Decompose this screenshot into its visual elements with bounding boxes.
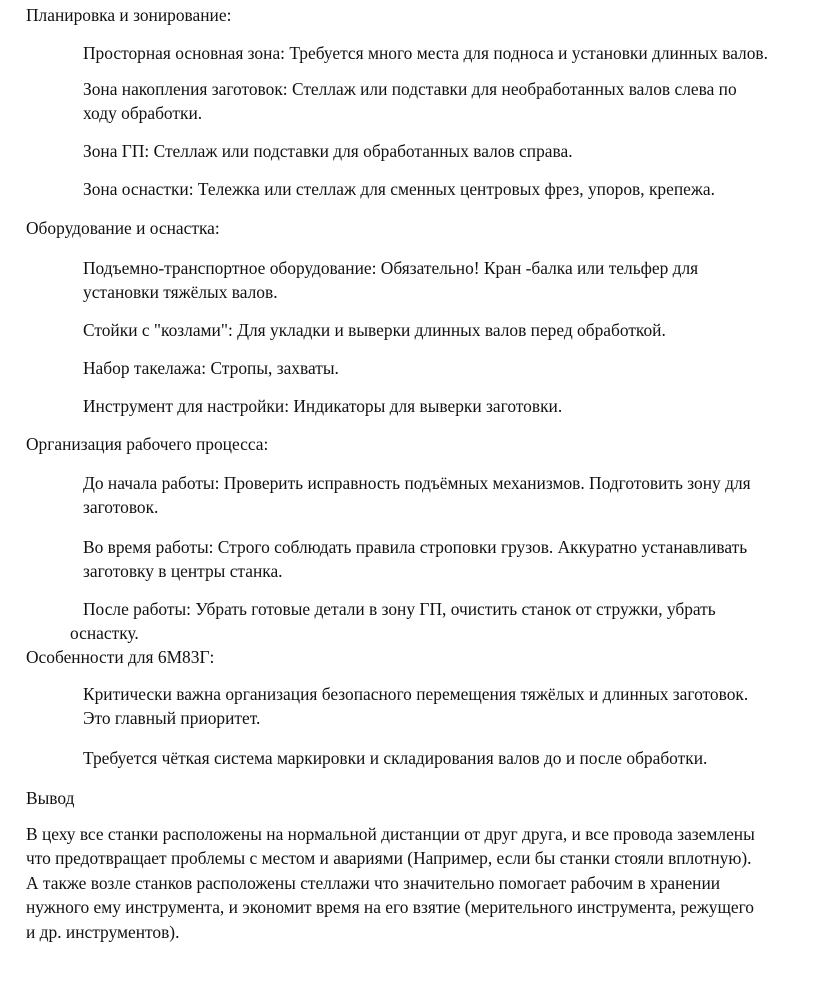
- item-line: установки тяжёлых валов.: [83, 282, 278, 302]
- list-item: [83, 471, 808, 519]
- paragraph-line: и др. инструментов).: [26, 921, 180, 942]
- item-line: Зона накопления заготовок: Стеллаж или подставки для необработанных валов слева по: [83, 79, 737, 99]
- list-item: [83, 41, 808, 65]
- item-line: Требуется чёткая система маркировки и складирования валов до и после обработки.: [83, 748, 708, 768]
- item-line: ходу обработки.: [83, 103, 203, 123]
- item-line: Просторная основная зона: Требуется много места для подноса и установки длинных валов.: [83, 43, 768, 63]
- paragraph-line: нужного ему инструмента, и экономит время на его взятие (мерительного инструмента, режущего: [26, 897, 754, 918]
- list-item: [70, 597, 808, 645]
- list-item: [83, 746, 808, 770]
- list-item: [83, 139, 808, 163]
- list-item: [83, 394, 808, 418]
- section-heading-specifics: Особенности для 6М83Г:: [26, 647, 215, 667]
- list-item: [83, 682, 808, 730]
- item-line: Критически важна организация безопасного перемещения тяжёлых и длинных заготовок.: [83, 684, 749, 704]
- item-line: Это главный приоритет.: [83, 708, 261, 728]
- paragraph-line: В цеху все станки расположены на нормальной дистанции от друг друга, и все провода заземлены: [26, 824, 755, 844]
- item-line: заготовку в центры станка.: [83, 561, 283, 581]
- item-line: Во время работы: Строго соблюдать правила строповки грузов. Аккуратно устанавливать: [83, 537, 748, 557]
- list-item: [83, 256, 808, 304]
- list-item: [83, 77, 808, 125]
- item-line: Набор такелажа: Стропы, захваты.: [83, 358, 339, 378]
- item-line: заготовок.: [83, 497, 159, 517]
- item-line: Зона оснастки: Тележка или стеллаж для сменных центровых фрез, упоров, крепежа.: [83, 179, 715, 199]
- list-item: [83, 356, 808, 380]
- list-item: [83, 535, 808, 583]
- item-line: Подъемно-транспортное оборудование: Обязательно! Кран -балка или тельфер для: [83, 258, 699, 278]
- item-line: После работы: Убрать готовые детали в зону ГП, очистить станок от стружки, убрать: [83, 599, 716, 619]
- paragraph-line: А также возле станков расположены стеллажи что значительно помогает рабочим в хранении: [26, 872, 721, 893]
- item-line: Инструмент для настройки: Индикаторы для выверки заготовки.: [83, 396, 563, 416]
- item-line: Стойки с "козлами": Для укладки и выверки длинных валов перед обработкой.: [83, 320, 666, 340]
- list-item: [83, 318, 808, 342]
- section-heading-equipment: Оборудование и оснастка:: [26, 218, 220, 238]
- item-line: Зона ГП: Стеллаж или подставки для обработанных валов справа.: [83, 141, 573, 161]
- conclusion-heading: Вывод: [26, 788, 75, 808]
- section-heading-workflow: Организация рабочего процесса:: [26, 434, 269, 454]
- paragraph-line: что предотвращает проблемы с местом и авариями (Например, если бы станки стояли вплотную).: [26, 848, 752, 869]
- item-line: оснастку.: [70, 623, 139, 643]
- section-heading-planning: Планировка и зонирование:: [26, 5, 232, 25]
- conclusion-paragraph: [26, 822, 812, 944]
- item-line: До начала работы: Проверить исправность подъёмных механизмов. Подготовить зону для: [83, 473, 751, 493]
- list-item: [83, 177, 808, 201]
